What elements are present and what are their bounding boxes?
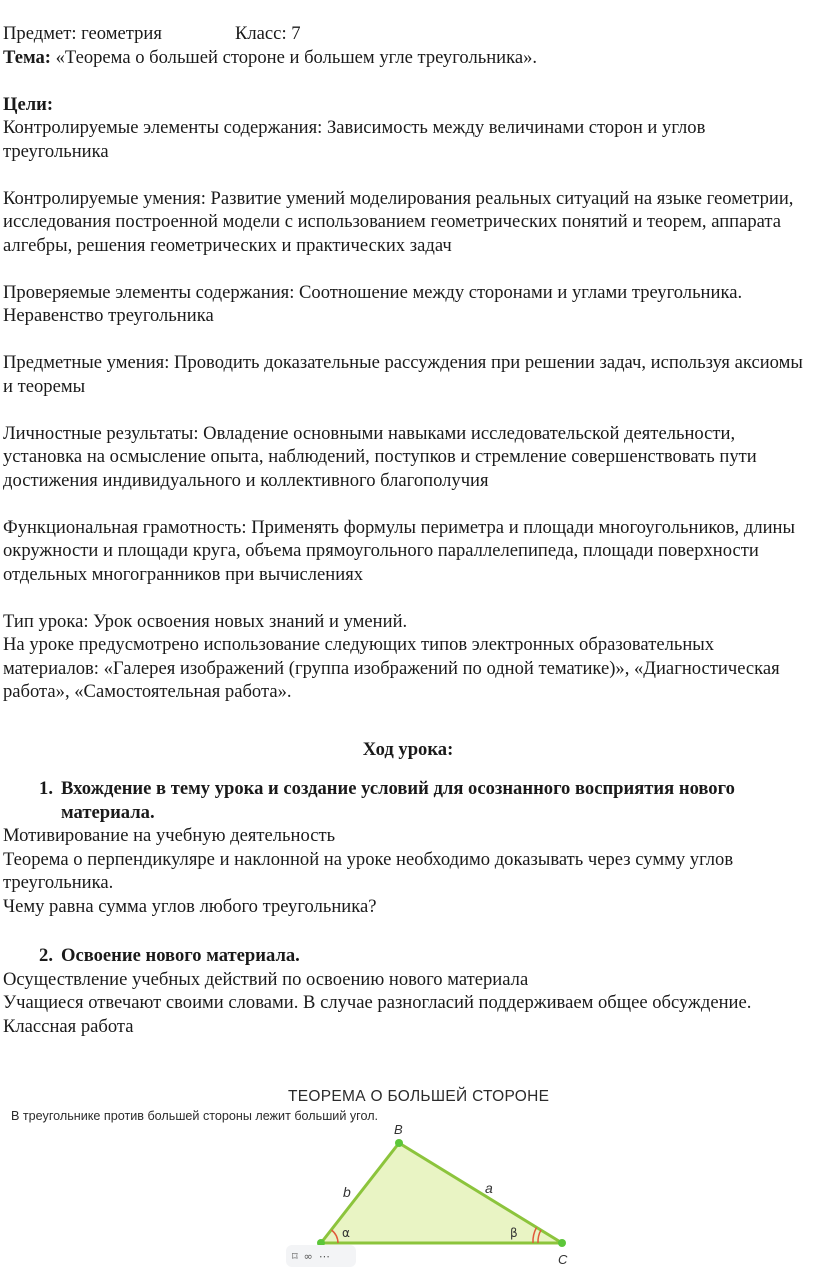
image-toolbar [286, 1245, 356, 1267]
step-2-line: Осуществление учебных действий по освоению нового материала [3, 968, 529, 990]
document-body [3, 22, 813, 1038]
theorem-figure [0, 1080, 610, 1269]
triangle-shape [321, 1143, 562, 1243]
paragraph-functional-literacy: Функциональная грамотность: Применять формулы периметра и площади многоугольников, длины окружности и площади круга, объема прямоугольного параллелепипеда, площади поверхности отдельных многогранников при вычислениях [3, 516, 795, 585]
more-icon[interactable]: ⋯ [318, 1249, 330, 1263]
figure-subtitle: В треугольнике против большей стороны лежит больший угол. [11, 1109, 379, 1123]
step-2-line: Учащиеся отвечают своими словами. В случае разногласий поддерживаем общее обсуждение. [3, 992, 752, 1013]
topic-value: «Теорема о большей стороне и большем угле треугольника». [50, 46, 538, 68]
side-b-label: b [343, 1184, 351, 1200]
lesson-type: Тип урока: Урок освоения новых знаний и умений. [3, 610, 408, 632]
vertex-c-point [558, 1239, 566, 1247]
paragraph-subject-skills: Предметные умения: Проводить доказательные рассуждения при решении задач, используя аксиомы и теоремы [3, 352, 803, 397]
step-1-line: Мотивирование на учебную деятельность [3, 825, 336, 846]
infinity-icon[interactable]: ∞ [303, 1249, 313, 1263]
materials-text: На уроке предусмотрено использование следующих типов электронных образовательных материалов: «Галерея изображений (группа изображений по одной тематике)», «Диагностическая работа», «Самостоятельная работа». [3, 634, 780, 702]
grade-text: Класс: 7 [235, 23, 301, 44]
step-2-title: 2. Освоение нового материала. [39, 945, 300, 966]
angle-alpha-label: α [342, 1226, 350, 1240]
subject-grade-line [3, 22, 813, 46]
steps-list [3, 777, 813, 824]
subject-text: Предмет: геометрия [3, 23, 162, 44]
vertex-c-label: C [558, 1252, 568, 1267]
course-heading: Ход урока: [362, 738, 454, 760]
vertex-b-label: B [394, 1122, 403, 1137]
triangle-diagram [0, 1080, 610, 1269]
bookmark-icon[interactable]: ⌑ [292, 1249, 298, 1263]
step-1-line: Чему равна сумма углов любого треугольника? [3, 895, 377, 917]
step-1-line: Теорема о перпендикуляре и наклонной на уроке необходимо доказывать через сумму углов треугольника. [3, 848, 734, 893]
topic-line [3, 46, 813, 70]
paragraph-controlled-skills: Контролируемые умения: Развитие умений моделирования реальных ситуаций на языке геометрии, исследования построенной модели с использованием геометрических понятий и теорем, аппарата алгебры, решения геометрических и практических задач [3, 187, 794, 256]
step-2-line: Классная работа [3, 1015, 134, 1037]
vertex-b-point [395, 1139, 403, 1147]
paragraph-personal-results: Личностные результаты: Овладение основными навыками исследовательской деятельности, установка на осмысление опыта, наблюдений, поступков и стремление совершенствовать пути достижения индивидуального и коллективного благополучия [3, 422, 757, 491]
goals-label: Цели: [3, 93, 54, 115]
topic-label: Тема: [3, 46, 51, 68]
step-1-title: 1. Вхождение в тему урока и создание условий для осознанного восприятия нового материала. [39, 778, 735, 823]
angle-beta-label: β [510, 1226, 518, 1240]
paragraph-controlled-content: Контролируемые элементы содержания: Зависимость между величинами сторон и углов треугольника [3, 117, 706, 162]
steps-list-2 [3, 944, 813, 968]
side-a-label: a [485, 1180, 493, 1196]
figure-title: ТЕОРЕМА О БОЛЬШЕЙ СТОРОНЕ [288, 1088, 550, 1105]
paragraph-checked-content: Проверяемые элементы содержания: Соотношение между сторонами и углами треугольника. Неравенство треугольника [3, 281, 743, 326]
